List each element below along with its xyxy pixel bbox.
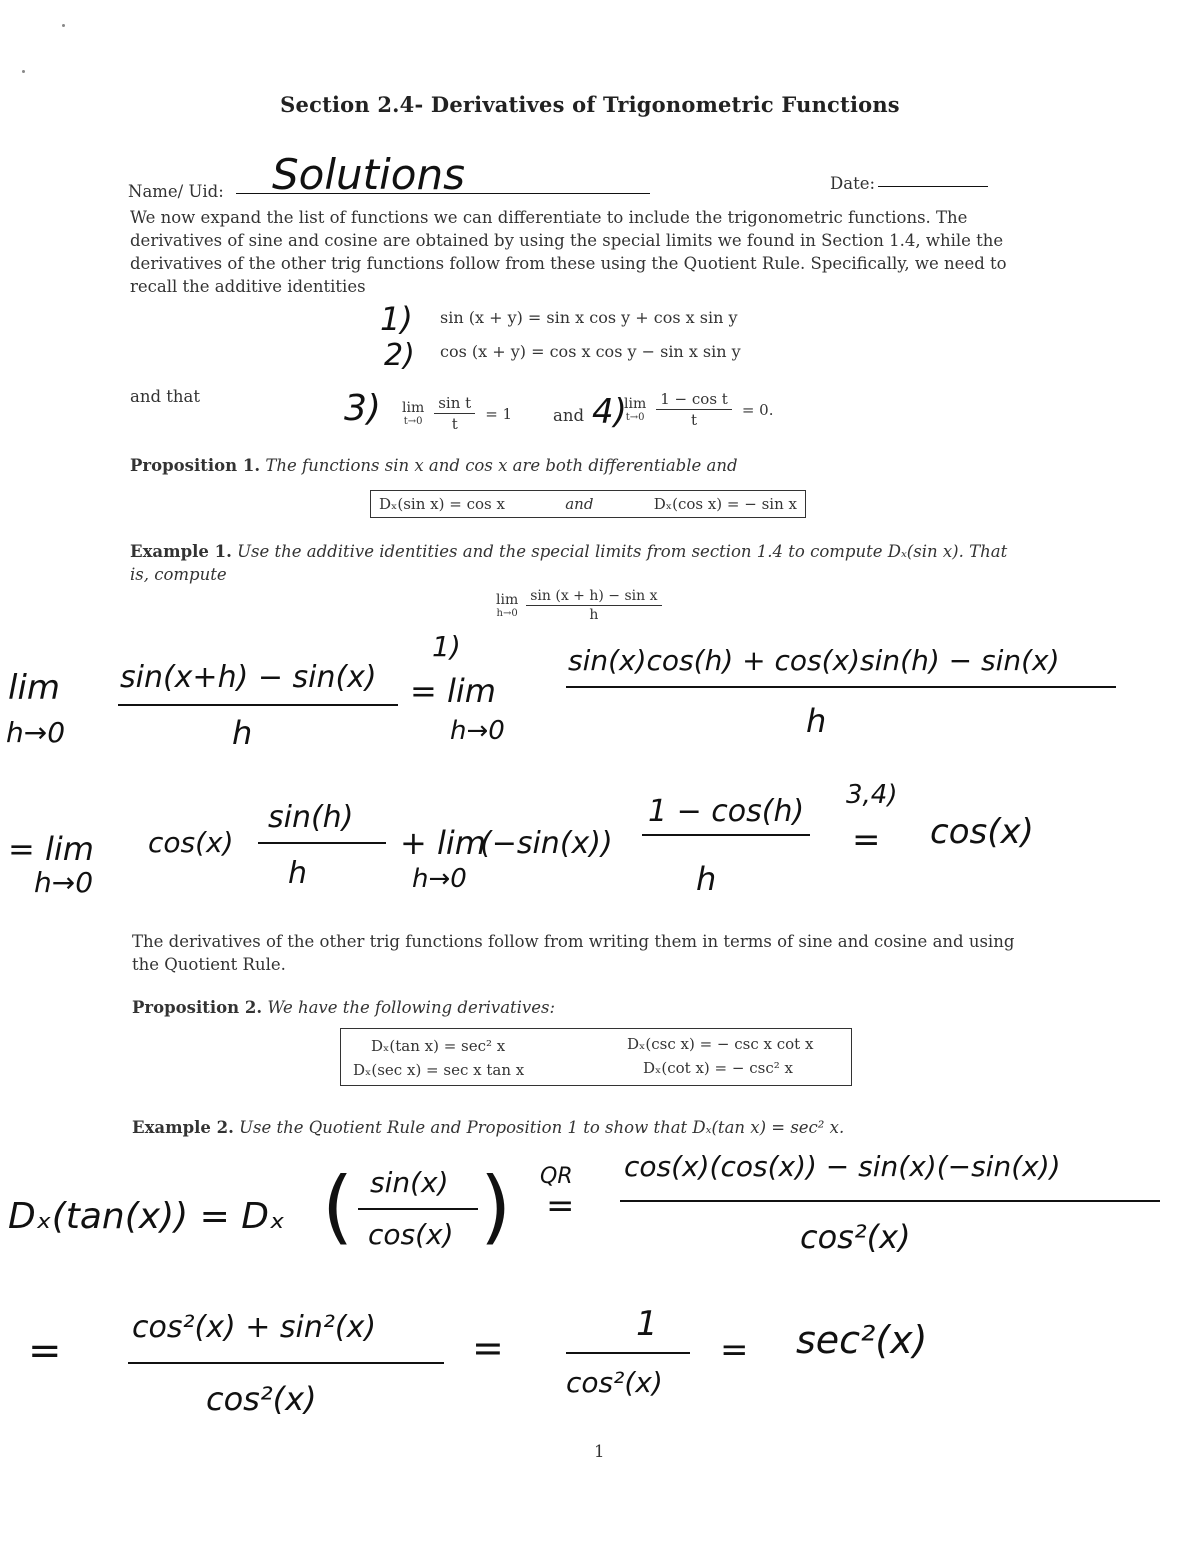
hw-step-marker: 3,4) [846, 780, 898, 810]
proposition-2 [132, 996, 555, 1019]
rhs: = 0. [741, 400, 774, 419]
hw-lim: lim [8, 668, 61, 708]
name-label: Name/ Uid: [128, 182, 224, 201]
hw-equals: = [28, 1328, 62, 1374]
lim-op [402, 400, 424, 427]
hw-plus-lim: + lim [400, 824, 486, 862]
name-underline [236, 193, 650, 194]
numerator: sin t [434, 394, 475, 414]
lim-sub: t→0 [403, 416, 423, 427]
hw-step-marker: 1) [432, 630, 461, 663]
name-value: Solutions [272, 150, 465, 199]
proposition-1 [130, 454, 738, 477]
scan-speck [62, 24, 65, 27]
intro-line: derivatives of sine and cosine are obtained by using the special limits we found in Section 1.4, while the [130, 231, 1004, 250]
hw-fraction-bar [566, 1352, 690, 1354]
lim-op [624, 396, 646, 423]
hw-eq-lim: = lim [8, 830, 94, 868]
hw-neg-sin: (−sin(x)) [480, 826, 613, 861]
hw-equals: = [852, 820, 881, 860]
hw-fraction-bar [620, 1200, 1160, 1202]
intro-line: derivatives of the other trig functions follow from these using the Quotient Rule. Specifically, we need to [130, 254, 1007, 273]
lim-sub: h→0 [496, 608, 518, 619]
hw-numerator: 1 − cos(h) [648, 794, 805, 829]
intro-line: recall the additive identities [130, 277, 366, 296]
hw-lim-sub: h→0 [450, 716, 505, 746]
fraction [434, 394, 475, 433]
identity-marker: 2) [384, 338, 415, 373]
intro-paragraph [130, 206, 1050, 298]
hw-denominator: cos(x) [368, 1218, 454, 1251]
deriv-tan: Dₓ(tan x) = sec² x [371, 1037, 506, 1055]
hw-cos: cos(x) [148, 826, 234, 859]
hw-numerator: sin(x)cos(h) + cos(x)sin(h) − sin(x) [568, 644, 1060, 677]
hw-fraction-bar [258, 842, 386, 844]
paragraph-line: The derivatives of the other trig functions follow from writing them in terms of sine and cosine and using [132, 932, 1015, 951]
hw-denominator: h [288, 856, 308, 891]
hw-numerator: cos(x)(cos(x)) − sin(x)(−sin(x)) [624, 1150, 1061, 1183]
example-text: Use the Quotient Rule and Proposition 1 to show that Dₓ(tan x) = sec² x. [239, 1118, 845, 1137]
hw-result: cos(x) [930, 812, 1034, 852]
deriv-sec: Dₓ(sec x) = sec x tan x [353, 1061, 525, 1079]
hw-result: sec²(x) [796, 1318, 928, 1362]
hw-eq-lim: = lim [410, 672, 496, 710]
proposition-label: Proposition 1. [130, 456, 261, 475]
other-trig-paragraph [132, 930, 1052, 976]
denominator: t [691, 411, 698, 429]
hw-numerator: cos²(x) + sin²(x) [132, 1310, 377, 1345]
hw-denominator: h [232, 714, 253, 752]
denominator: h [589, 607, 599, 623]
example-label: Example 2. [132, 1118, 234, 1137]
example-text-2: is, compute [130, 565, 227, 584]
date-label: Date: [830, 174, 876, 193]
hw-numerator: sin(h) [268, 800, 354, 835]
date-underline [878, 186, 988, 187]
hw-equals: = [720, 1330, 749, 1370]
identity-sum-cos: cos (x + y) = cos x cos y − sin x sin y [440, 342, 741, 361]
special-limit-sin [402, 394, 512, 433]
example-2 [132, 1116, 844, 1139]
paragraph-line: the Quotient Rule. [132, 955, 286, 974]
hw-denominator: cos²(x) [206, 1380, 317, 1418]
example-label: Example 1. [130, 542, 232, 561]
derivative-limit [496, 588, 662, 623]
hw-denominator: h [696, 860, 717, 898]
hw-equals: = [546, 1186, 575, 1226]
hw-denominator: h [806, 702, 827, 740]
and-word: and [553, 406, 585, 425]
identity-marker: 4) [592, 392, 627, 432]
hw-paren-close: ) [480, 1160, 512, 1253]
hw-numerator: sin(x) [370, 1166, 449, 1199]
deriv-sin: Dₓ(sin x) = cos x [379, 495, 505, 513]
hw-lim-sub: h→0 [34, 866, 94, 899]
fraction [656, 390, 732, 429]
hw-fraction-bar [566, 686, 1116, 688]
lim-op [496, 592, 518, 619]
identity-sum-sin: sin (x + y) = sin x cos y + cos x sin y [440, 308, 738, 327]
hw-lim-sub: h→0 [412, 864, 467, 894]
hw-fraction-bar [128, 1362, 444, 1364]
scan-speck [22, 70, 25, 73]
identity-marker: 1) [380, 300, 413, 338]
page-number: 1 [594, 1442, 605, 1461]
deriv-cos: Dₓ(cos x) = − sin x [653, 495, 797, 513]
fraction [526, 588, 661, 623]
deriv-cot: Dₓ(cot x) = − csc² x [643, 1059, 793, 1077]
hw-fraction-bar [642, 834, 810, 836]
denominator: t [451, 415, 458, 433]
box-and: and [565, 495, 594, 513]
hw-denominator: cos²(x) [566, 1366, 663, 1399]
identity-marker: 3) [344, 388, 381, 429]
example-1 [130, 540, 1070, 586]
hw-fraction-bar [358, 1208, 478, 1210]
rhs: = 1 [485, 404, 513, 423]
hw-paren-open: ( [322, 1160, 354, 1253]
deriv-csc: Dₓ(csc x) = − csc x cot x [627, 1035, 814, 1053]
numerator: sin (x + h) − sin x [526, 588, 661, 606]
hw-lim-sub: h→0 [6, 716, 66, 749]
proposition-2-box [340, 1028, 852, 1086]
lim-word: lim [624, 396, 647, 412]
proposition-label: Proposition 2. [132, 998, 263, 1017]
hw-numerator: sin(x+h) − sin(x) [120, 660, 377, 695]
proposition-1-box [370, 490, 806, 518]
hw-qr-label: QR [540, 1164, 573, 1189]
hw-fraction-bar [118, 704, 398, 706]
lim-sub: t→0 [625, 412, 645, 423]
proposition-text: We have the following derivatives: [267, 998, 556, 1017]
intro-line: We now expand the list of functions we can differentiate to include the trigonometric functions. The [130, 208, 968, 227]
page-title: Section 2.4- Derivatives of Trigonometric Functions [280, 92, 900, 117]
lim-word: lim [402, 400, 425, 416]
example-text: Use the additive identities and the special limits from section 1.4 to compute Dₓ(sin x). That [237, 542, 1008, 561]
numerator: 1 − cos t [656, 390, 732, 410]
lim-word: lim [496, 592, 519, 608]
proposition-text: The functions sin x and cos x are both differentiable and [265, 456, 738, 475]
hw-lhs: Dₓ(tan(x)) = Dₓ [8, 1196, 285, 1237]
hw-denominator: cos²(x) [800, 1218, 911, 1256]
hw-equals: = [472, 1326, 504, 1370]
special-limit-cos [624, 390, 773, 429]
hw-numerator: 1 [636, 1304, 658, 1344]
example-line [130, 540, 1070, 563]
and-that: and that [130, 387, 200, 406]
